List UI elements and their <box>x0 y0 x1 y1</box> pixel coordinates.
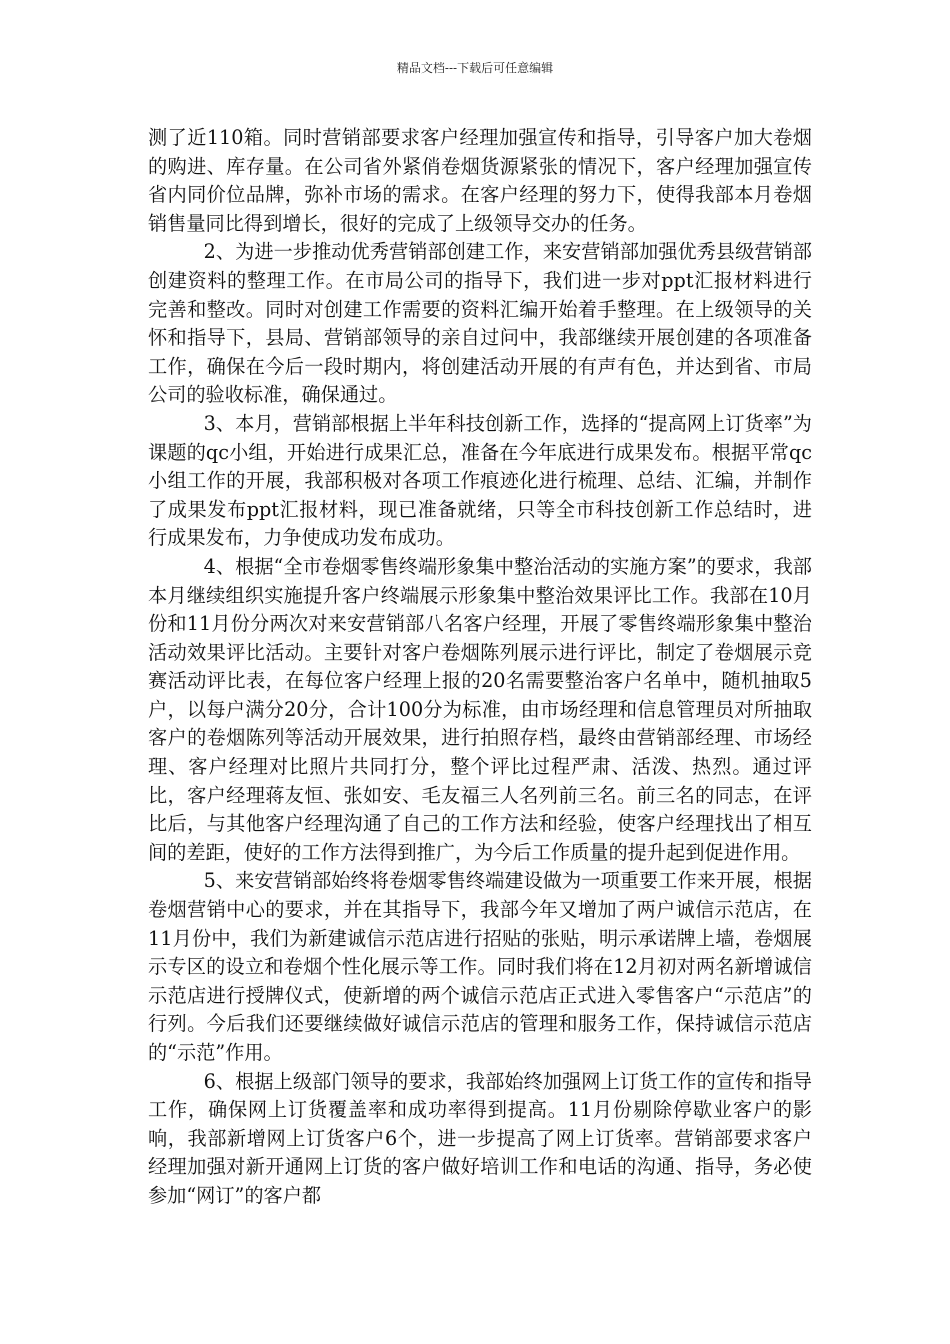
paragraph-item-2: 2、为进一步推动优秀营销部创建工作，来安营销部加强优秀县级营销部创建资料的整理工作。在市局公司的指导下，我们进一步对ppt汇报材料进行完善和整改。同时对创建工作需要的资料汇编开始着手整理。在上级领导的关怀和指导下，县局、营销部领导的亲自过问中，我部继续开展创建的各项准备工作，确保在今后一段时期内，将创建活动开展的有声有色，并达到省、市局公司的验收标准，确保通过。 <box>148 240 812 407</box>
paragraph-item-6: 6、根据上级部门领导的要求，我部始终加强网上订货工作的宣传和指导工作，确保网上订货覆盖率和成功率得到提高。11月份剔除停歇业客户的影响，我部新增网上订货客户6个，进一步提高了网上订货率。营销部要求客户经理加强对新开通网上订货的客户做好培训工作和电话的沟通、指导，务必使参加“网订”的客户都 <box>148 1069 812 1207</box>
document-body <box>148 124 812 1211</box>
paragraph-item-3: 3、本月，营销部根据上半年科技创新工作，选择的“提高网上订货率”为课题的qc小组，开始进行成果汇总，准备在今年底进行成果发布。根据平常qc小组工作的开展，我部积极对各项工作痕迹化进行梳理、总结、汇编，并制作了成果发布ppt汇报材料，现已准备就绪，只等全市科技创新工作总结时，进行成果发布，力争使成功发布成功。 <box>148 411 812 550</box>
paragraph-continuation: 测了近110箱。同时营销部要求客户经理加强宣传和指导，引导客户加大卷烟的购进、库存量。在公司省外紧俏卷烟货源紧张的情况下，客户经理加强宣传省内同价位品牌，弥补市场的需求。在客户经理的努力下，使得我部本月卷烟销售量同比得到增长，很好的完成了上级领导交办的任务。 <box>148 126 812 235</box>
paragraph-item-4: 4、根据“全市卷烟零售终端形象集中整治活动的实施方案”的要求，我部本月继续组织实施提升客户终端展示形象集中整治效果评比工作。我部在10月份和11月份分两次对来安营销部八名客户经理，开展了零售终端形象集中整治活动效果评比活动。主要针对客户卷烟陈列展示进行评比，制定了卷烟展示竞赛活动评比表，在每位客户经理上报的20名需要整治客户名单中，随机抽取5户，以每户满分20分，合计100分为标准，由市场经理和信息管理员对所抽取客户的卷烟陈列等活动开展效果，进行拍照存档，最终由营销部经理、市场经理、客户经理对比照片共同打分，整个评比过程严肃、活泼、热烈。通过评比，客户经理蒋友恒、张如安、毛友福三人名列前三名。前三名的同志，在评比后，与其他客户经理沟通了自己的工作方法和经验，使客户经理找出了相互间的差距，使好的工作方法得到推广，为今后工作质量的提升起到促进作用。 <box>148 554 812 864</box>
paragraph-item-5: 5、来安营销部始终将卷烟零售终端建设做为一项重要工作来开展，根据卷烟营销中心的要求，并在其指导下，我部今年又增加了两户诚信示范店，在11月份中，我们为新建诚信示范店进行招贴的张贴，明示承诺牌上墙，卷烟展示专区的设立和卷烟个性化展示等工作。同时我们将在12月初对两名新增诚信示范店进行授牌仪式，使新增的两个诚信示范店正式进入零售客户“示范店”的行列。今后我们还要继续做好诚信示范店的管理和服务工作，保持诚信示范店的“示范”作用。 <box>148 869 812 1064</box>
page-header: 精品文档---下载后可任意编辑 <box>396 61 554 75</box>
